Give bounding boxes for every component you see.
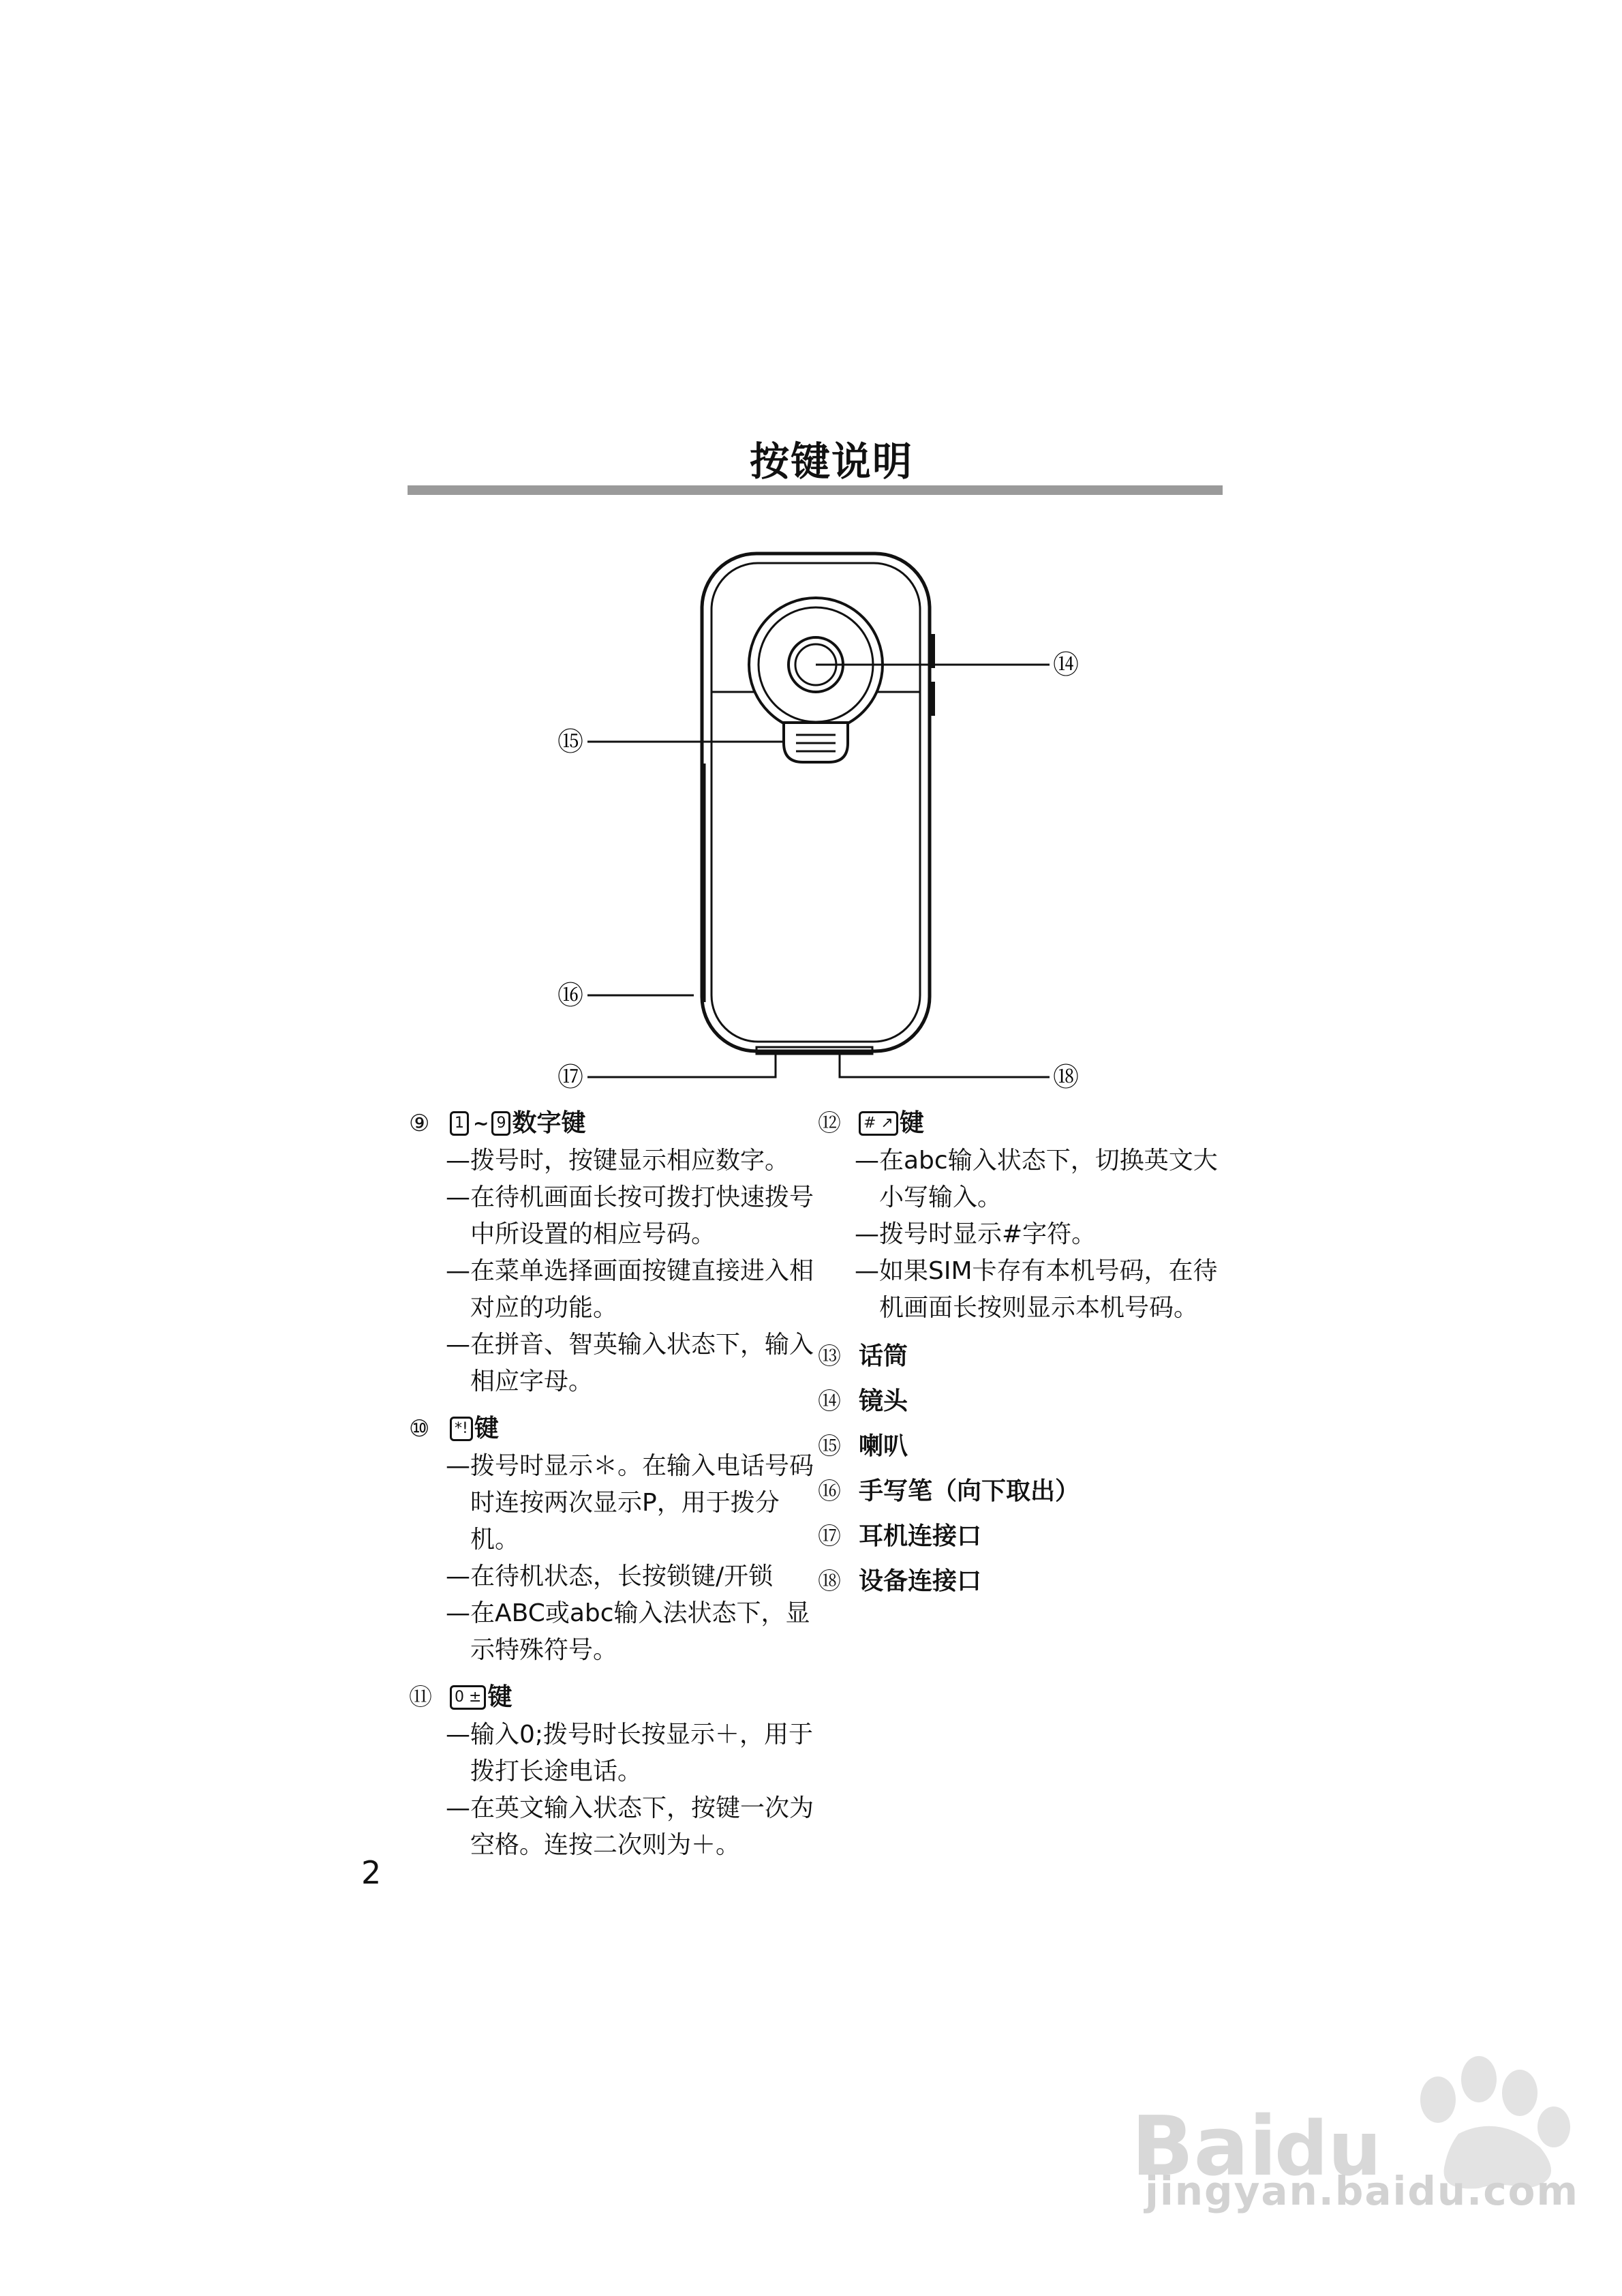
key-hash-icon: # ↗ xyxy=(859,1111,898,1136)
list-item-17 xyxy=(818,1516,1240,1557)
section-number: ⑭ xyxy=(818,1388,841,1415)
section-12-heading xyxy=(818,1104,1240,1143)
list-item-15 xyxy=(818,1426,1240,1467)
item-label: 设备连接口 xyxy=(859,1567,982,1595)
list-item: — 在ABC或abc输入法状态下，显示特殊符号。 xyxy=(409,1595,818,1669)
item-label: 耳机连接口 xyxy=(859,1522,982,1550)
section-label: 数字键 xyxy=(512,1109,586,1137)
left-column xyxy=(409,1104,818,1873)
svg-text:du: du xyxy=(1274,2105,1382,2192)
callout-14: ⑭ xyxy=(1053,650,1080,680)
section-number: ⑬ xyxy=(818,1343,841,1370)
item-label: 喇叭 xyxy=(859,1432,908,1460)
item-label: 手写笔（向下取出） xyxy=(859,1477,1080,1505)
section-number: ⑰ xyxy=(818,1523,841,1550)
list-item-13 xyxy=(818,1336,1240,1377)
list-item: — 在待机画面长按可拨打快速拨号中所设置的相应号码。 xyxy=(409,1179,818,1253)
section-number: ⑯ xyxy=(818,1478,841,1505)
right-column xyxy=(818,1104,1240,1606)
section-12 xyxy=(818,1104,1240,1327)
callout-17: ⑰ xyxy=(557,1062,584,1092)
section-label: 键 xyxy=(487,1683,512,1711)
section-10 xyxy=(409,1410,818,1669)
list-item: — 在abc输入状态下，切换英文大小写输入。 xyxy=(818,1143,1240,1216)
section-11 xyxy=(409,1678,818,1864)
watermark-text: jingyan.baidu.com xyxy=(1145,2168,1579,2214)
list-item: — 在菜单选择画面按键直接进入相对应的功能。 xyxy=(409,1253,818,1327)
list-item: — 拨号时，按键显示相应数字。 xyxy=(409,1143,818,1179)
section-10-heading xyxy=(409,1410,818,1448)
callout-16: ⑯ xyxy=(557,980,584,1010)
section-label: 键 xyxy=(474,1415,499,1442)
page-title: 按键说明 xyxy=(749,438,913,485)
key-1-icon: 1 xyxy=(450,1111,469,1136)
phone-back-diagram xyxy=(0,0,1622,1118)
list-item-18 xyxy=(818,1561,1240,1602)
item-label: 话筒 xyxy=(859,1342,908,1370)
side-button-bottom xyxy=(930,682,935,716)
list-item: — 拨号时显示#字符。 xyxy=(818,1216,1240,1253)
list-item-16 xyxy=(818,1471,1240,1512)
key-star-icon: *! xyxy=(450,1417,473,1441)
key-0-icon: 0 ± xyxy=(450,1685,486,1710)
section-9-heading xyxy=(409,1104,818,1143)
section-11-heading xyxy=(409,1678,818,1717)
section-9 xyxy=(409,1104,818,1400)
section-label: 键 xyxy=(899,1109,924,1137)
callout-15: ⑮ xyxy=(557,727,584,757)
section-number: ⑮ xyxy=(818,1433,841,1460)
callout-18: ⑱ xyxy=(1053,1062,1080,1092)
list-item: — 如果SIM卡存有本机号码，在待机画面长按则显示本机号码。 xyxy=(818,1253,1240,1327)
list-item: — 在待机状态，长按锁键/开锁 xyxy=(409,1558,818,1595)
leader-line-17 xyxy=(587,1054,776,1077)
side-button-top xyxy=(930,634,935,668)
item-label: 镜头 xyxy=(859,1387,908,1415)
section-number: ⑨ xyxy=(409,1110,430,1137)
svg-text:Bai: Bai xyxy=(1131,2100,1277,2194)
page-number: 2 xyxy=(361,1854,382,1891)
list-item: — 输入0;拨号时长按显示＋，用于拨打长途电话。 xyxy=(409,1717,818,1790)
list-item-14 xyxy=(818,1381,1240,1422)
list-item: — 在英文输入状态下，按键一次为空格。连按二次则为＋。 xyxy=(409,1790,818,1864)
section-number: ⑩ xyxy=(409,1415,430,1442)
section-number: ⑪ xyxy=(409,1684,432,1711)
list-item: — 拨号时显示＊。在输入电话号码时连按两次显示P，用于拨分机。 xyxy=(409,1448,818,1558)
section-number: ⑱ xyxy=(818,1568,841,1595)
key-9-icon: 9 xyxy=(491,1111,510,1136)
tilde: ~ xyxy=(473,1112,489,1134)
section-number: ⑫ xyxy=(818,1110,841,1137)
list-item: — 在拼音、智英输入状态下，输入相应字母。 xyxy=(409,1327,818,1400)
leader-line-18 xyxy=(840,1054,1050,1077)
